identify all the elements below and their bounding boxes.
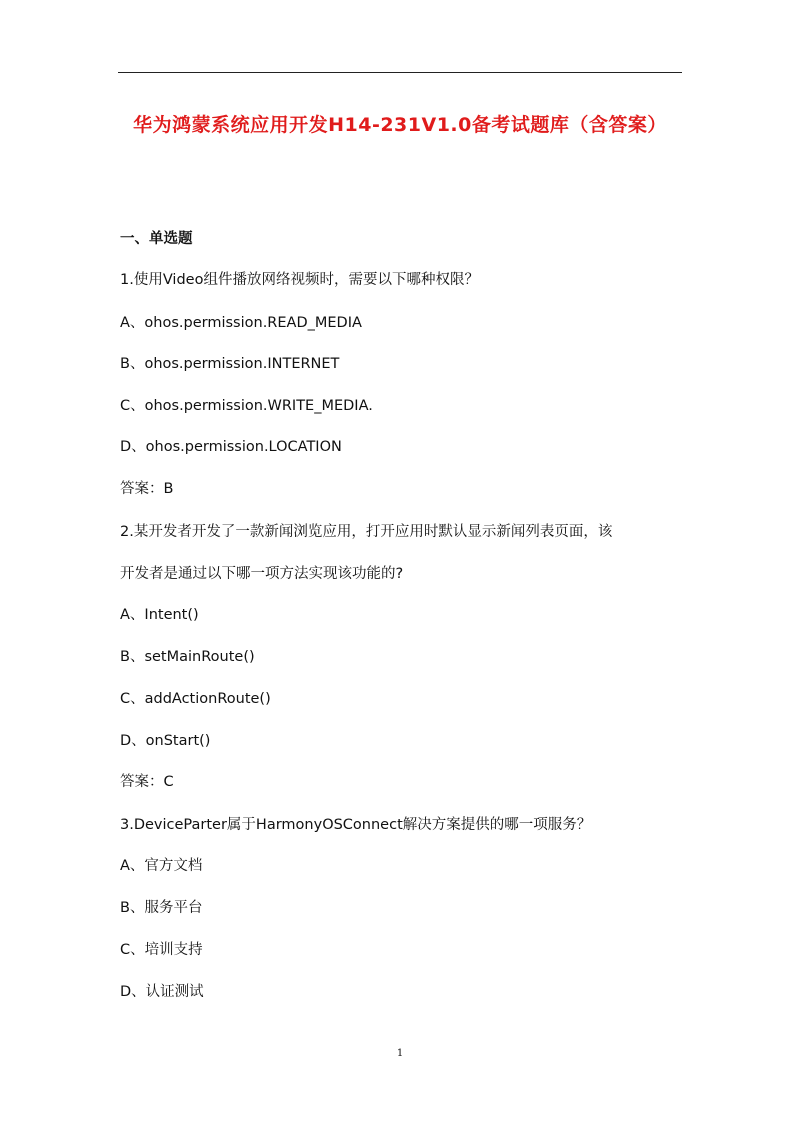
question-1-answer: 答案：B	[120, 481, 174, 497]
document-title: 华为鸿蒙系统应用开发H14-231V1.0备考试题库（含答案）	[133, 114, 667, 136]
question-1-option-a: A、ohos.permission.READ_MEDIA	[120, 315, 362, 331]
question-2-text-line1: 2.某开发者开发了一款新闻浏览应用，打开应用时默认显示新闻列表页面，该	[120, 524, 613, 540]
question-3-text: 3.DeviceParter属于HarmonyOSConnect解决方案提供的哪一项服务？	[120, 817, 592, 833]
page-number: 1	[396, 1048, 404, 1059]
question-1-option-c: C、ohos.permission.WRITE_MEDIA.	[120, 398, 373, 414]
question-2-option-a: A、Intent()	[120, 607, 199, 623]
top-rule	[118, 72, 682, 73]
question-1-option-b: B、ohos.permission.INTERNET	[120, 356, 340, 372]
question-2-answer: 答案：C	[120, 774, 174, 790]
question-2-option-c: C、addActionRoute()	[120, 691, 271, 707]
question-3-option-a: A、官方文档	[120, 858, 203, 874]
question-3-option-c: C、培训支持	[120, 942, 203, 958]
question-3-option-d: D、认证测试	[120, 984, 204, 1000]
question-3-option-b: B、服务平台	[120, 900, 203, 916]
question-1-option-d: D、ohos.permission.LOCATION	[120, 439, 342, 455]
question-2-option-d: D、onStart()	[120, 733, 211, 749]
question-1-text: 1.使用Video组件播放网络视频时，需要以下哪种权限？	[120, 272, 479, 288]
question-2-option-b: B、setMainRoute()	[120, 649, 255, 665]
question-2-text-line2: 开发者是通过以下哪一项方法实现该功能的?	[120, 566, 404, 582]
section-heading: 一、单选题	[120, 231, 193, 247]
